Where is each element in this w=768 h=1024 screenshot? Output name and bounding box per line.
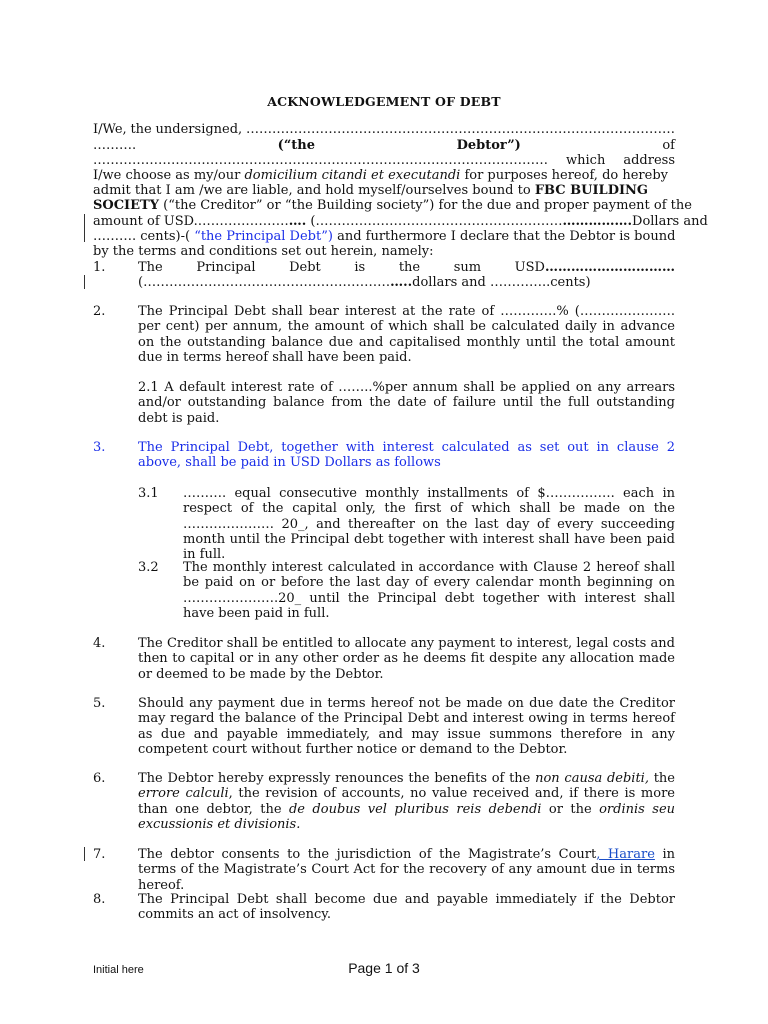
harare-link[interactable]: , Harare [596, 847, 655, 862]
change-bar [84, 214, 85, 242]
intro-line-4: I/we choose as my/our domicilium citandi et executandi for purposes hereof, do hereby [93, 168, 668, 183]
intro-line-7: amount of USD.……………………. (……………………………………………………………….Dollars and [93, 214, 708, 229]
change-bar [84, 847, 85, 861]
intro-line-5: admit that I am /we are liable, and hold myself/ourselves bound to FBC BUILDING [93, 183, 649, 198]
document-title: ACKNOWLEDGEMENT OF DEBT [267, 94, 501, 109]
clause-7-text: The debtor consents to the jurisdiction of the Magistrate’s Court, Harare in terms of the Magistrate’s Court Act for the recovery of any amount due in terms hereof. [138, 847, 675, 893]
intro-line-8: ………. cents)-( “the Principal Debt”) and furthermore I declare that the Debtor is bound [93, 229, 676, 244]
clause-4-number: 4. [93, 636, 106, 651]
clause-3-2-number: 3.2 [138, 560, 159, 575]
clause-1-number: 1. [93, 260, 106, 275]
clause-6-number: 6. [93, 771, 106, 786]
intro-line-1: I/We, the undersigned, ……………………………………………………………………………………… [93, 122, 675, 137]
clause-3-text: The Principal Debt, together with interest calculated as set out in clause 2 above, shall be paid in USD Dollars as follows [138, 440, 675, 471]
initial-here-label: Initial here [93, 964, 144, 976]
clause-2-1-text: 2.1 A default interest rate of ……..%per annum shall be applied on any arrears and/or outstanding balance from the date of failure until the full outstanding debt is paid. [138, 380, 675, 426]
clause-2-text: The Principal Debt shall bear interest at the rate of ………….% (…………………. per cent) per annum, the amount of which shall be calculated daily in advance on the outstanding balance due and capitalised monthly until the total amount due in terms hereof shall have been paid. [138, 304, 675, 365]
clause-7-number: 7. [93, 847, 106, 862]
change-bar [84, 275, 85, 289]
clause-5-number: 5. [93, 696, 106, 711]
intro-line-6: SOCIETY (“the Creditor” or “the Building society”) for the due and proper payment of the [93, 198, 692, 213]
clause-1-line-1: The Principal Debt is the sum USD………………………… [138, 260, 675, 275]
intro-line-2: ………. (“the Debtor”) of [93, 138, 675, 153]
intro-line-3: …………………………………………………………………………………………… which address [93, 153, 675, 168]
clause-3-number: 3. [93, 440, 106, 455]
clause-8-text: The Principal Debt shall become due and payable immediately if the Debtor commits an act of insolvency. [138, 892, 675, 923]
clause-1-line-2: (……………………………………………………..dollars and …………..cents) [138, 275, 591, 290]
intro-line-9: by the terms and conditions set out herein, namely: [93, 244, 434, 259]
clause-3-2-text: The monthly interest calculated in accordance with Clause 2 hereof shall be paid on or before the last day of every calendar month beginning on ………………….20_ until the Principal debt together with interest shall have been paid in full. [183, 560, 675, 621]
clause-3-1-text: ………. equal consecutive monthly installments of $……………. each in respect of the capital only, the first of which shall be made on the ………………… 20_, and thereafter on the last day of every succeeding month until the Principal debt together with interest shall have been paid in full. [183, 486, 675, 563]
clause-6-text: The Debtor hereby expressly renounces the benefits of the non causa debiti, the errore calculi, the revision of accounts, no value received and, if there is more than one debtor, the de doubus vel pluribus reis debendi or the ordinis seu excussionis et divisionis. [138, 771, 676, 832]
clause-4-text: The Creditor shall be entitled to allocate any payment to interest, legal costs and then to capital or in any other order as he deems fit despite any allocation made or deemed to be made by the Debtor. [138, 636, 675, 682]
clause-8-number: 8. [93, 892, 106, 907]
clause-3-1-number: 3.1 [138, 486, 159, 501]
clause-5-text: Should any payment due in terms hereof not be made on due date the Creditor may regard the balance of the Principal Debt and interest owing in terms hereof as due and payable immediately, and may issue summons therefore in any competent court without further notice or demand to the Debtor. [138, 696, 675, 757]
clause-2-number: 2. [93, 304, 106, 319]
page-number: Page 1 of 3 [348, 960, 420, 976]
